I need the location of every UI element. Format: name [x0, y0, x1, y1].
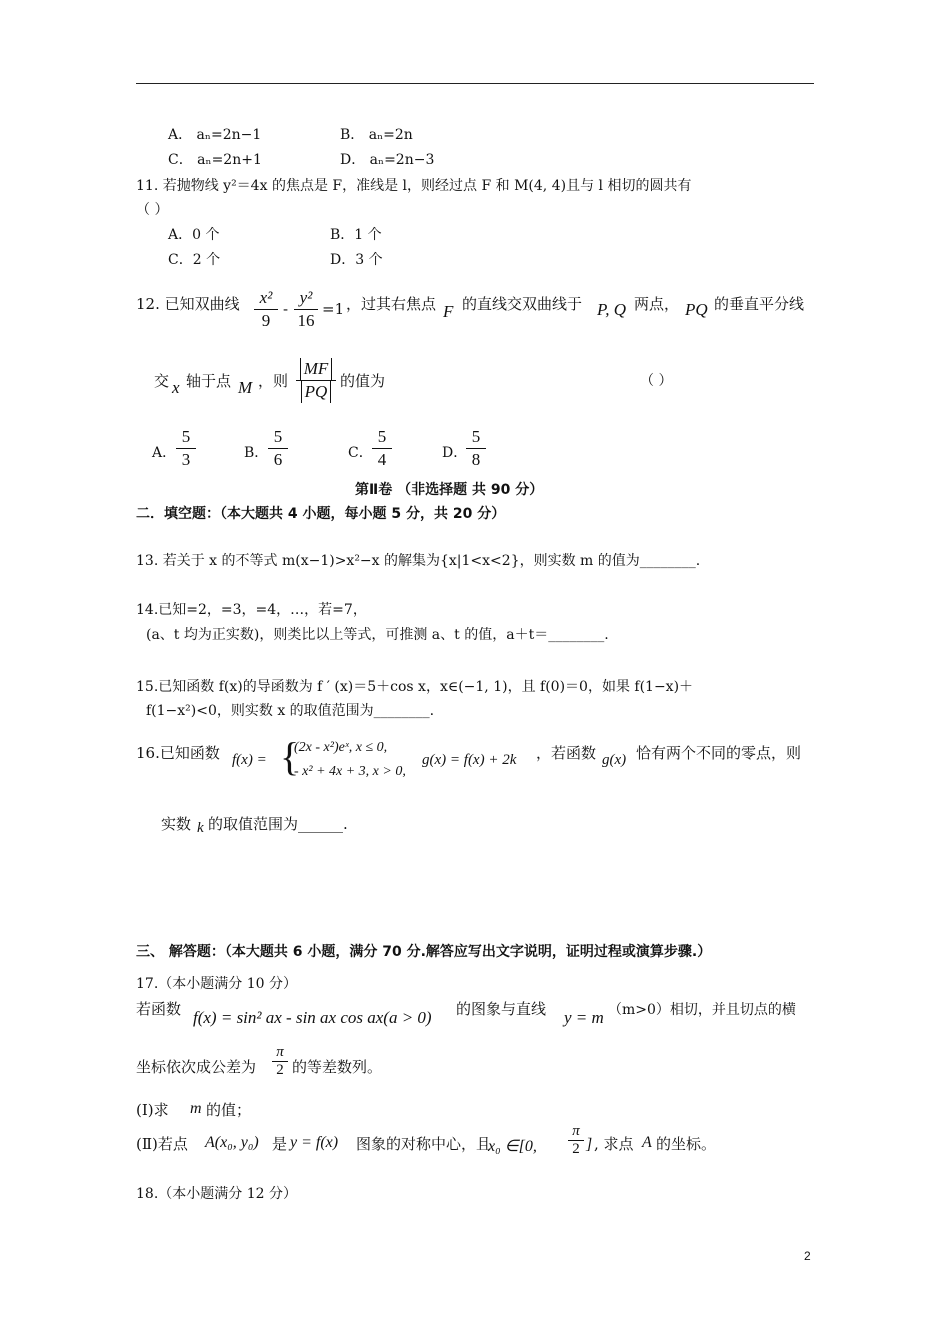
q12-answer-paren: （ ） — [640, 373, 673, 389]
q12-option-d-frac: 5 8 — [466, 426, 486, 471]
q16-brace: { — [280, 734, 300, 779]
q17-m: m — [190, 1100, 202, 1117]
q17-range-pi-over-2: π 2 — [568, 1123, 584, 1158]
header-rule — [136, 83, 814, 84]
q13-text: 13. 若关于 x 的不等式 m(x−1)>x²−x 的解集为{x|1<x<2}，则实数 m 的值为________. — [136, 553, 701, 569]
q17-part1-a: (Ⅰ)求 — [136, 1101, 169, 1119]
q16-fx: f(x) = — [232, 752, 267, 768]
q12-mid3: 两点， — [634, 295, 680, 313]
q12-line2-b: 轴于点 — [186, 372, 232, 390]
q11-option-d: D．3 个 — [330, 252, 383, 268]
q12-ratio: MF PQ — [296, 358, 336, 403]
q16-line2b: 的取值范围为______. — [208, 815, 348, 833]
q16-g: g(x) — [602, 752, 627, 768]
q12-option-c-frac: 5 4 — [372, 426, 392, 471]
q12-axis-x: x — [172, 378, 180, 397]
q16-case1: (2x - x²)eˣ, x ≤ 0, — [294, 740, 388, 755]
fill-in-section-heading: 二．填空题：（本大题共 4 小题，每小题 5 分，共 20 分） — [136, 506, 506, 522]
q17-l2b: 的等差数列。 — [292, 1058, 383, 1076]
q17-header: 17.（本小题满分 10 分） — [136, 976, 297, 992]
q10-option-d: D． aₙ=2n−3 — [340, 152, 435, 168]
q12-lead: 12. 已知双曲线 — [136, 295, 240, 313]
q11-stem: 11. 若抛物线 y²＝4x 的焦点是 F，准线是 l，则经过点 F 和 M(4, 4)且与 l 相切的圆共有 — [136, 178, 692, 194]
q16-case2: - x² + 4x + 3, x > 0, — [294, 764, 406, 779]
q17-range-close: ] — [586, 1136, 593, 1153]
q12-fraction-y: y² 16 — [294, 287, 318, 332]
q17-point-a: A — [642, 1134, 652, 1151]
q17-part2-c: 图象的对称中心，且 — [356, 1135, 492, 1153]
q17-pi-over-2: π 2 — [272, 1044, 288, 1079]
q17-yfx: y = f(x) — [290, 1134, 339, 1151]
q12-option-d: D． — [442, 445, 468, 461]
q12-line2-d: 的值为 — [340, 372, 386, 390]
part2-title: 第Ⅱ卷 （非选择题 共 90 分） — [355, 482, 544, 498]
q12-mid2: 的直线交双曲线于 — [462, 295, 583, 313]
q12-line2-a: 交 — [154, 372, 170, 390]
q18-header: 18.（本小题满分 12 分） — [136, 1186, 297, 1202]
q17-x0-range: x₀ ∈[0, — [488, 1138, 537, 1155]
q11-answer-paren: （ ） — [136, 202, 169, 218]
q16-line2: 实数 — [161, 815, 192, 833]
q10-option-b: B． aₙ=2n — [340, 127, 413, 143]
q14-line1: 14.已知=2，=3，=4，…，若=7， — [136, 602, 367, 618]
q12-tail: 的垂直平分线 — [714, 295, 805, 313]
q12-points-pq: P, Q — [597, 300, 626, 319]
q16-tail: 恰有两个不同的零点，则 — [636, 744, 802, 762]
q14-line2: (a、t 均为正实数)，则类比以上等式，可推测 a、t 的值，a＋t＝________. — [146, 627, 609, 643]
q11-option-a: A．0 个 — [168, 227, 220, 243]
q10-option-c: C． aₙ=2n+1 — [168, 152, 262, 168]
q12-option-a-frac: 5 3 — [176, 426, 196, 471]
q17-point-a0: A(x₀, y₀) — [205, 1134, 259, 1151]
q16-k: k — [197, 820, 204, 836]
q12-fraction-x: x² 9 — [254, 287, 278, 332]
q12-option-b: B． — [244, 445, 269, 461]
q11-option-c: C．2 个 — [168, 252, 221, 268]
q16-gx: g(x) = f(x) + 2k — [422, 752, 517, 768]
q12-segment-pq: PQ — [685, 300, 708, 319]
q12-mid1: ，过其右焦点 — [346, 295, 437, 313]
q16-mid: ，若函数 — [536, 744, 597, 762]
q17-l1a: 若函数 — [136, 1000, 182, 1018]
q17-part2-a: (Ⅱ)若点 — [136, 1135, 188, 1153]
q17-l1b: 的图象与直线 — [456, 1000, 547, 1018]
q17-part1-b: 的值； — [206, 1101, 252, 1119]
q12-minus: - — [283, 300, 289, 318]
q12-eq1: =1 — [322, 300, 345, 318]
q16-lead: 16.已知函数 — [136, 744, 220, 762]
q12-option-b-frac: 5 6 — [268, 426, 288, 471]
q17-function: f(x) = sin² ax - sin ax cos ax(a > 0) — [193, 1008, 432, 1027]
q17-part2-d: , 求点 — [594, 1135, 634, 1153]
page-number: 2 — [804, 1249, 811, 1263]
q12-option-a: A． — [152, 445, 177, 461]
q17-line-ym: y = m — [564, 1008, 604, 1027]
q10-option-a: A． aₙ=2n−1 — [168, 127, 262, 143]
q12-option-c: C． — [348, 445, 373, 461]
q15-line1: 15.已知函数 f(x)的导函数为 f ′ (x)＝5＋cos x，x∈(−1, 1)，且 f(0)＝0，如果 f(1−x)＋ — [136, 679, 694, 695]
q12-point-m: M — [238, 378, 253, 397]
q15-line2: f(1−x²)<0，则实数 x 的取值范围为________. — [146, 703, 435, 719]
q12-focus-f: F — [443, 302, 454, 321]
q17-l1c: （m>0）相切，并且切点的横 — [608, 1002, 796, 1018]
q17-l2a: 坐标依次成公差为 — [136, 1058, 257, 1076]
q12-line2-c: ，则 — [258, 372, 289, 390]
q11-option-b: B．1 个 — [330, 227, 382, 243]
q17-part2-e: 的坐标。 — [656, 1135, 717, 1153]
q17-part2-b: 是 — [272, 1135, 288, 1153]
answer-section-heading: 三、 解答题：（本大题共 6 小题，满分 70 分.解答应写出文字说明，证明过程或演算步骤.） — [136, 944, 712, 960]
